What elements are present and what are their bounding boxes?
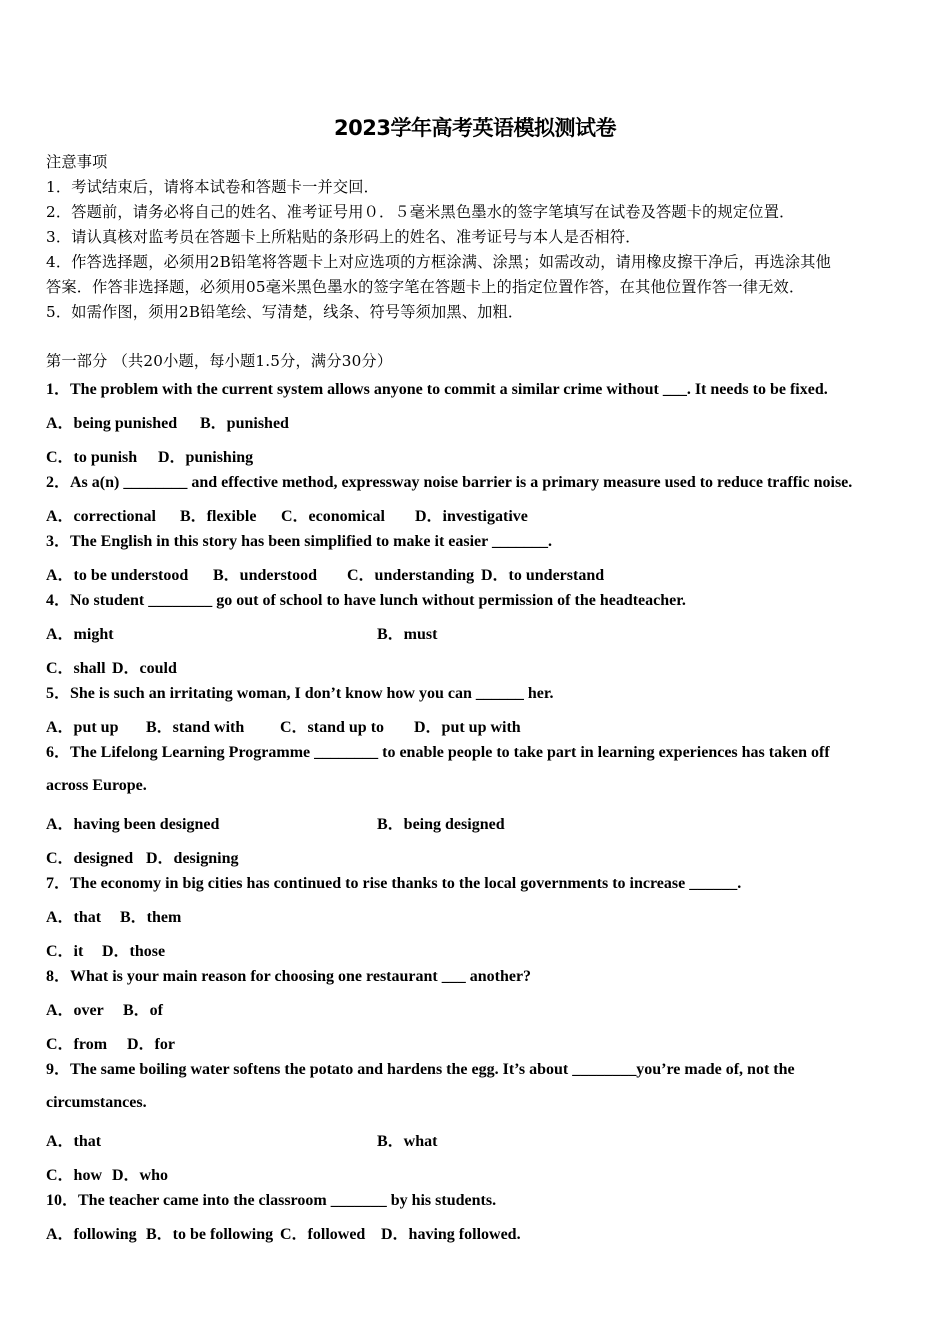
option[interactable]: C．shall — [46, 660, 106, 677]
option[interactable]: B．to be following — [146, 1226, 274, 1243]
option[interactable]: D．to understand — [481, 567, 605, 584]
option[interactable]: B．understood — [213, 567, 318, 584]
option[interactable]: C．designed — [46, 850, 134, 867]
option[interactable]: C．stand up to — [280, 719, 385, 736]
option[interactable]: C．to punish — [46, 449, 138, 466]
option[interactable]: D．put up with — [414, 719, 521, 736]
option[interactable]: B．what — [377, 1133, 438, 1150]
notes-heading: 注意事项 — [46, 153, 108, 171]
question-stem-continuation: circumstances. — [46, 1094, 147, 1111]
option[interactable]: D．for — [127, 1036, 175, 1053]
question-stem: 10．The teacher came into the classroom _______ by his students. — [46, 1192, 497, 1209]
notes-item: 3．请认真核对监考员在答题卡上所粘贴的条形码上的姓名、准考证号与本人是否相符． — [46, 228, 641, 246]
question-stem-continuation: across Europe. — [46, 777, 147, 794]
option[interactable]: D．having followed. — [381, 1226, 521, 1243]
option[interactable]: A．having been designed — [46, 816, 220, 833]
option[interactable]: C．understanding — [347, 567, 475, 584]
option[interactable]: C．from — [46, 1036, 108, 1053]
exam-title: 2023学年高考英语模拟测试卷 — [334, 116, 616, 140]
option[interactable]: B．punished — [200, 415, 289, 432]
option[interactable]: A．being punished — [46, 415, 178, 432]
option[interactable]: B．flexible — [180, 508, 257, 525]
notes-item: 4．作答选择题，必须用2B铅笔将答题卡上对应选项的方框涂满、涂黑；如需改动，请用橡皮擦干净后，再选涂其他 — [46, 253, 832, 271]
option[interactable]: C．followed — [280, 1226, 366, 1243]
option[interactable]: D．investigative — [415, 508, 528, 525]
question-stem: 4．No student ________ go out of school to have lunch without permission of the headteacher. — [46, 592, 686, 609]
option[interactable]: A．correctional — [46, 508, 156, 525]
option[interactable]: B．them — [120, 909, 182, 926]
option[interactable]: B．must — [377, 626, 438, 643]
option[interactable]: A．that — [46, 1133, 102, 1150]
question-stem: 5．She is such an irritating woman, I don’t know how you can ______ her. — [46, 685, 554, 702]
question-stem: 6．The Lifelong Learning Programme ________ to enable people to take part in learning experiences has taken off — [46, 744, 830, 761]
option[interactable]: D．punishing — [158, 449, 254, 466]
option[interactable]: D．could — [112, 660, 177, 677]
option[interactable]: C．how — [46, 1167, 103, 1184]
option[interactable]: A．over — [46, 1002, 104, 1019]
option[interactable]: A．that — [46, 909, 102, 926]
option[interactable]: D．designing — [146, 850, 239, 867]
option[interactable]: D．who — [112, 1167, 169, 1184]
question-stem: 1．The problem with the current system allows anyone to commit a similar crime without ___. It needs to be fixed. — [46, 381, 828, 398]
option[interactable]: C．it — [46, 943, 84, 960]
option[interactable]: B．being designed — [377, 816, 505, 833]
option[interactable]: C．economical — [281, 508, 385, 525]
question-stem: 7．The economy in big cities has continued to rise thanks to the local governments to increase ______. — [46, 875, 742, 892]
question-stem: 3．The English in this story has been simplified to make it easier _______. — [46, 533, 552, 550]
question-stem: 2．As a(n) ________ and effective method, expressway noise barrier is a primary measure used to reduce traffic noise. — [46, 474, 853, 491]
notes-item: 答案．作答非选择题，必须用05毫米黑色墨水的签字笔在答题卡上的指定位置作答，在其他位置作答一律无效． — [46, 278, 805, 296]
section-heading: 第一部分 （共20小题，每小题1.5分，满分30分） — [46, 352, 393, 370]
notes-item: 2．答题前，请务必将自己的姓名、准考证号用０．５毫米黑色墨水的签字笔填写在试卷及答题卡的规定位置． — [46, 203, 795, 221]
question-stem: 9．The same boiling water softens the potato and hardens the egg. It’s about ________you’re made of, not the — [46, 1061, 795, 1078]
question-stem: 8．What is your main reason for choosing one restaurant ___ another? — [46, 968, 532, 985]
option[interactable]: B．of — [123, 1002, 164, 1019]
notes-item: 5．如需作图，须用2B铅笔绘、写清楚，线条、符号等须加黑、加粗． — [46, 303, 524, 321]
notes-item: 1．考试结束后，请将本试卷和答题卡一并交回． — [46, 178, 380, 196]
option[interactable]: A．to be understood — [46, 567, 189, 584]
option[interactable]: A．put up — [46, 719, 119, 736]
option[interactable]: B．stand with — [146, 719, 245, 736]
option[interactable]: D．those — [102, 943, 166, 960]
option[interactable]: A．following — [46, 1226, 137, 1243]
option[interactable]: A．might — [46, 626, 114, 643]
